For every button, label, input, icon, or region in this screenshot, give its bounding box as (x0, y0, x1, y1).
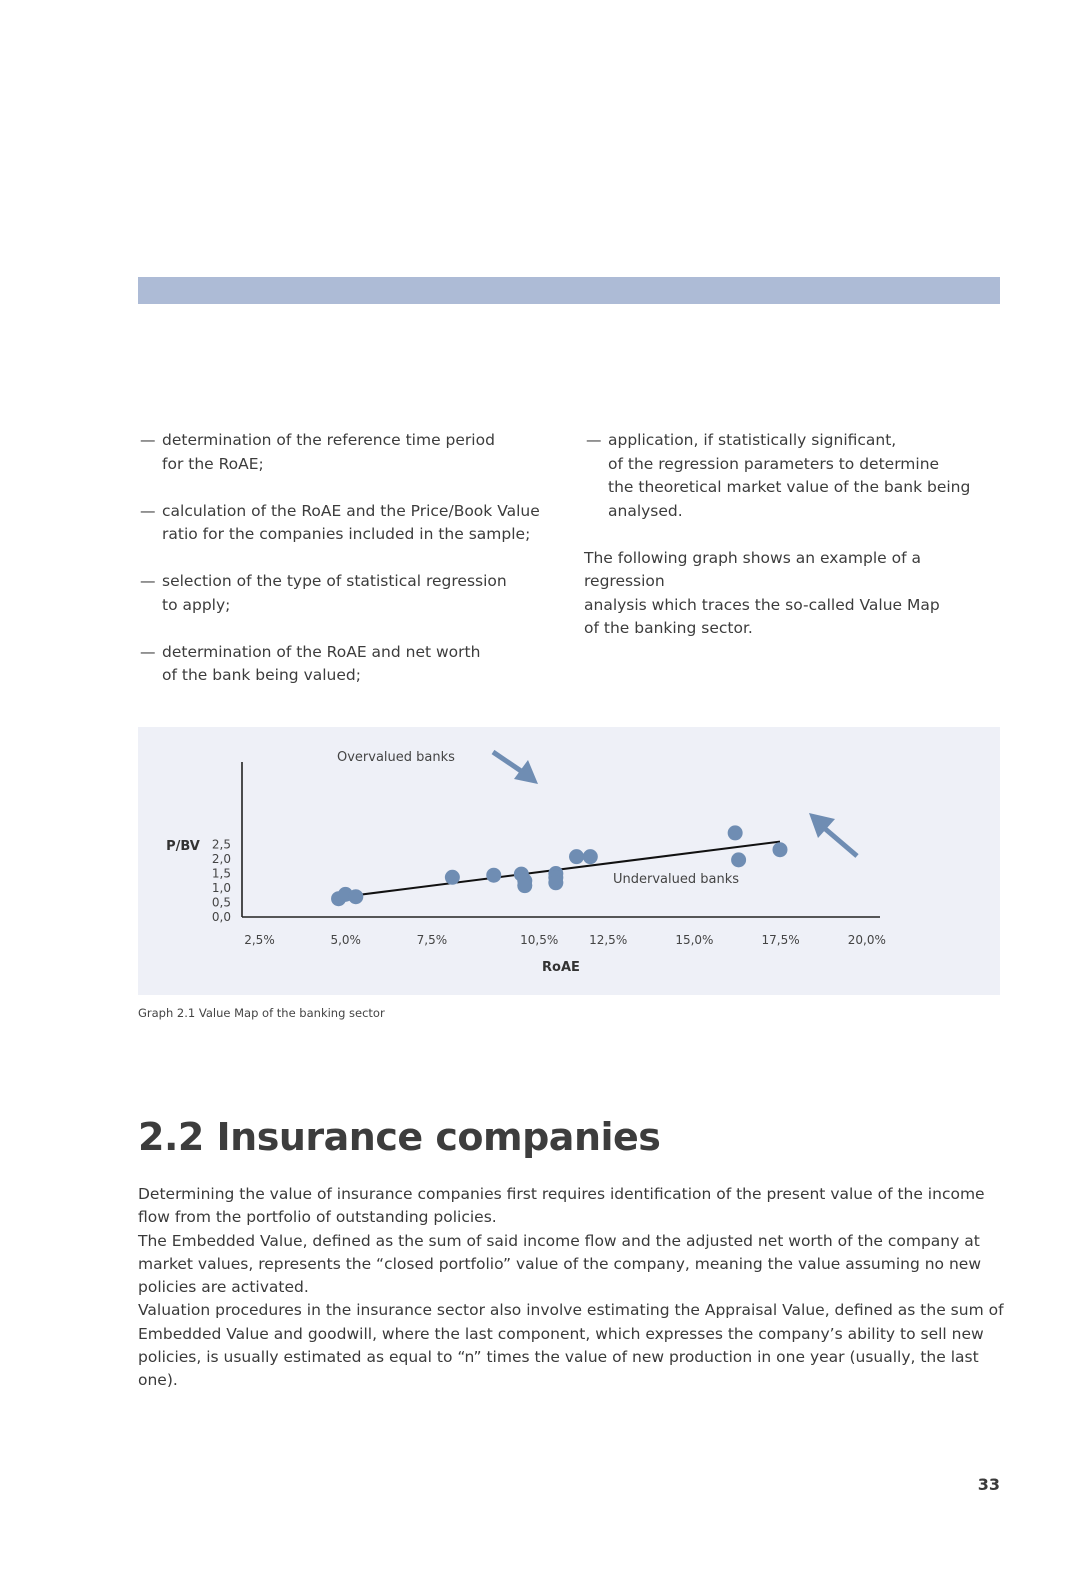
right-column (586, 429, 1000, 641)
bullet-text: selection of the type of statistical regression to apply; (162, 572, 507, 614)
x-tick-label: 5,0% (330, 933, 361, 947)
x-tick-label: 2,5% (244, 933, 275, 947)
data-point (348, 889, 363, 904)
page-number: 33 (977, 1475, 1000, 1494)
data-point (728, 825, 743, 840)
regression-line (349, 842, 780, 897)
value-map-chart (138, 727, 1000, 995)
bullet-dash: — (140, 642, 156, 661)
bullet-item (140, 429, 560, 476)
bullet-text: determination of the RoAE and net worth of the bank being valued; (162, 642, 481, 684)
data-point (517, 878, 532, 893)
x-axis-title: RoAE (542, 960, 580, 975)
bullet-dash: — (140, 572, 156, 590)
graph-intro-paragraph: The following graph shows an example of a regression analysis which traces the so-called Value Map of the banking sector. (584, 548, 940, 637)
annotation-undervalued: Undervalued banks (613, 872, 740, 887)
data-point (548, 875, 563, 890)
bullet-text: calculation of the RoAE and the Price/Book Value ratio for the companies included in the sample; (162, 501, 540, 543)
bullet-item (586, 429, 1000, 523)
x-tick-label: 7,5% (416, 933, 448, 947)
y-tick-label: 0,0 (211, 910, 231, 924)
bullet-item (140, 641, 560, 688)
data-point (569, 849, 584, 864)
data-point (445, 870, 460, 885)
section-body (138, 1183, 1006, 1393)
data-point (772, 842, 787, 857)
overvalued-arrow-shaft (493, 752, 524, 773)
bullet-dash: — (586, 431, 602, 449)
y-tick-label: 2,0 (211, 852, 231, 866)
bullet-item (140, 500, 560, 547)
graph-caption: Graph 2.1 Value Map of the banking sector (138, 1006, 385, 1020)
y-tick-label: 2,5 (211, 837, 231, 852)
bullet-text: determination of the reference time period for the RoAE; (162, 431, 495, 473)
left-column (140, 429, 560, 711)
data-point (486, 868, 501, 883)
header-band (138, 277, 1000, 304)
annotation-overvalued: Overvalued banks (337, 750, 455, 765)
x-tick-label: 20,0% (847, 933, 886, 947)
y-tick-label: 0,5 (211, 895, 231, 910)
y-axis-title: P/BV (166, 839, 200, 854)
x-tick-label: 17,5% (761, 933, 800, 947)
body-paragraph: Determining the value of insurance companies first requires identification of the present value of the income flow from the portfolio of outstanding policies. (138, 1185, 985, 1227)
x-tick-label: 10,5% (520, 933, 559, 947)
data-point (731, 852, 746, 867)
bullet-text: application, if statistically significant, of the regression parameters to determine the theoretical market value of the bank being analysed. (608, 431, 971, 520)
overvalued-arrow-head (514, 760, 538, 784)
section-title: 2.2 Insurance companies (138, 1115, 661, 1159)
y-tick-label: 1,5 (211, 866, 231, 881)
bullet-item (140, 570, 560, 617)
body-paragraph: Valuation procedures in the insurance sector also involve estimating the Appraisal Value, defined as the sum of Embedded Value and goodwill, where the last component, which expresses the company’s ability to sell new policies, is usually estimated as equal to “n” times the value of new production in one year (usually, the last one). (138, 1301, 1004, 1390)
y-tick-label: 1,0 (211, 881, 231, 895)
bullet-dash: — (140, 501, 156, 520)
x-tick-label: 12,5% (589, 933, 628, 947)
body-paragraph: The Embedded Value, defined as the sum of said income flow and the adjusted net worth of the company at market values, represents the “closed portfolio” value of the company, meaning the value assuming no new policies are activated. (138, 1231, 981, 1297)
x-tick-label: 15,0% (675, 933, 714, 947)
data-point (583, 849, 598, 864)
undervalued-arrow-shaft (823, 827, 857, 856)
chart-svg (138, 727, 1000, 995)
bullet-dash: — (140, 431, 156, 449)
